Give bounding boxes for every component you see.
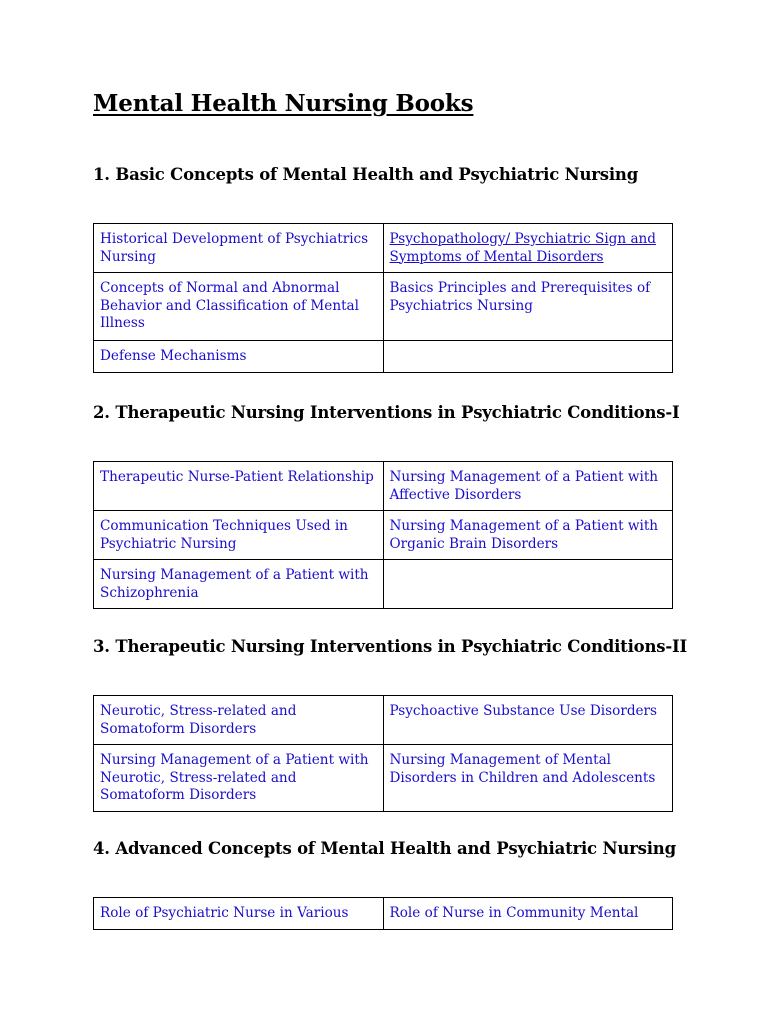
chapter-link-basic-principles[interactable]: Basics Principles and Prerequisites of Psychiatrics Nursing — [389, 280, 651, 314]
table-cell — [94, 898, 384, 930]
table-cell — [383, 745, 673, 812]
table-cell — [383, 511, 673, 560]
table-cell — [383, 224, 673, 273]
table-cell — [94, 511, 384, 560]
table-cell — [94, 462, 384, 511]
table-row — [94, 696, 673, 745]
chapter-link-schizophrenia[interactable]: Nursing Management of a Patient with Schizophrenia — [100, 567, 369, 601]
table-row — [94, 560, 673, 609]
chapter-link-communication-techniques[interactable]: Communication Techniques Used in Psychiatric Nursing — [100, 518, 348, 552]
chapter-link-nurse-patient-relationship[interactable]: Therapeutic Nurse-Patient Relationship — [100, 469, 374, 485]
table-cell — [383, 273, 673, 341]
chapter-link-neurotic-somatoform[interactable]: Neurotic, Stress-related and Somatoform Disorders — [100, 703, 297, 737]
table-row — [94, 511, 673, 560]
page-title: Mental Health Nursing Books — [93, 90, 474, 117]
chapter-link-historical-development[interactable]: Historical Development of Psychiatrics Nursing — [100, 231, 369, 265]
section-1-table — [93, 223, 673, 373]
section-heading-2: 2. Therapeutic Nursing Interventions in Psychiatric Conditions-I — [93, 403, 680, 422]
table-cell — [94, 273, 384, 341]
chapter-link-role-nurse-community[interactable]: Role of Nurse in Community Mental — [389, 905, 639, 921]
table-cell — [94, 224, 384, 273]
table-row — [94, 898, 673, 930]
table-cell — [94, 696, 384, 745]
section-heading-3: 3. Therapeutic Nursing Interventions in Psychiatric Conditions-II — [93, 637, 688, 656]
table-cell — [383, 898, 673, 930]
chapter-link-children-adolescents[interactable]: Nursing Management of Mental Disorders in Children and Adolescents — [389, 752, 656, 786]
section-4-table — [93, 897, 673, 930]
table-row — [94, 462, 673, 511]
table-cell — [94, 745, 384, 812]
chapter-link-organic-brain-disorders[interactable]: Nursing Management of a Patient with Organic Brain Disorders — [389, 518, 659, 552]
table-row — [94, 341, 673, 373]
chapter-link-psychopathology[interactable]: Psychopathology/ Psychiatric Sign and Symptoms of Mental Disorders — [389, 231, 657, 265]
table-cell — [383, 462, 673, 511]
table-cell — [383, 696, 673, 745]
section-heading-4: 4. Advanced Concepts of Mental Health and Psychiatric Nursing — [93, 839, 676, 858]
table-row — [94, 273, 673, 341]
empty-cell — [383, 341, 673, 373]
table-row — [94, 224, 673, 273]
section-heading-1: 1. Basic Concepts of Mental Health and Psychiatric Nursing — [93, 165, 639, 184]
chapter-link-defense-mechanisms[interactable]: Defense Mechanisms — [100, 348, 247, 364]
chapter-link-role-psychiatric-nurse[interactable]: Role of Psychiatric Nurse in Various — [100, 905, 349, 921]
chapter-link-psychoactive-substance[interactable]: Psychoactive Substance Use Disorders — [389, 703, 658, 719]
chapter-link-nursing-management-neurotic[interactable]: Nursing Management of a Patient with Neurotic, Stress-related and Somatoform Disorders — [100, 752, 369, 803]
chapter-link-concepts-normal-abnormal[interactable]: Concepts of Normal and Abnormal Behavior and Classification of Mental Illness — [100, 280, 359, 331]
table-row — [94, 745, 673, 812]
table-cell — [94, 560, 384, 609]
chapter-link-affective-disorders[interactable]: Nursing Management of a Patient with Affective Disorders — [389, 469, 659, 503]
table-cell — [94, 341, 384, 373]
section-3-table — [93, 695, 673, 812]
empty-cell — [383, 560, 673, 609]
section-2-table — [93, 461, 673, 609]
